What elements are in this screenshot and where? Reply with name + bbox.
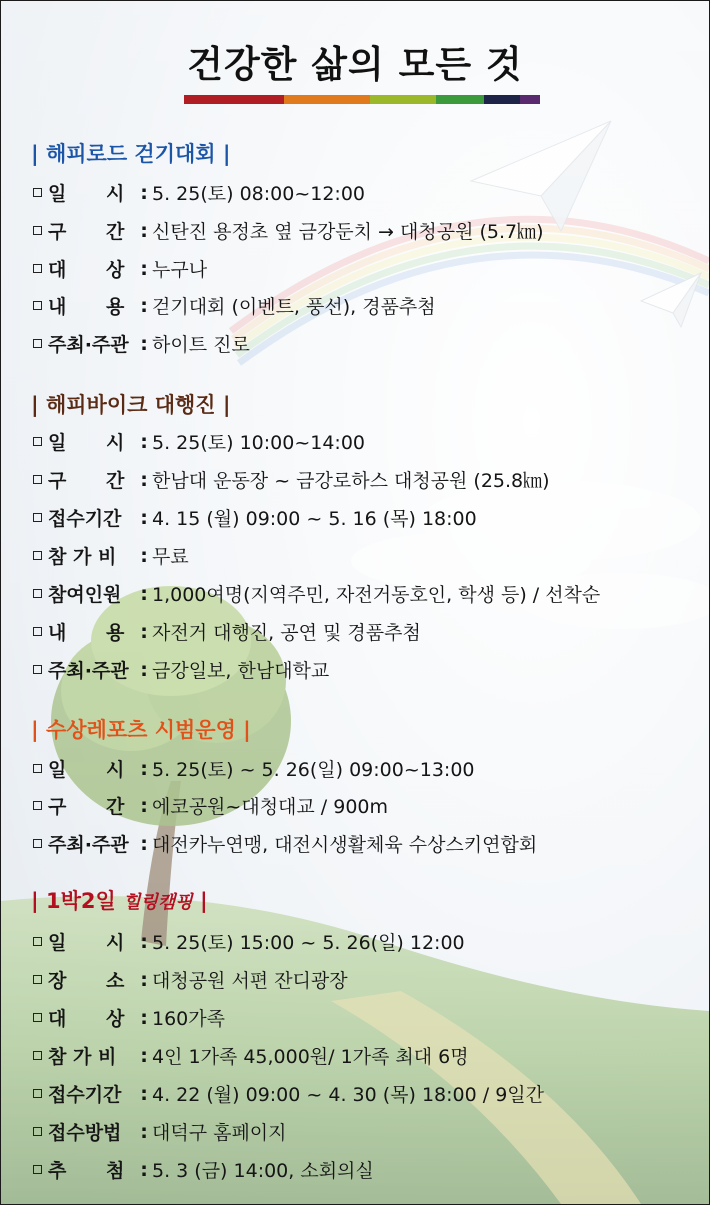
item-label: 참여인원 [48,584,122,606]
item-label: 접수방법 [48,1122,122,1144]
divider-segment [520,95,540,104]
item-label: 접수기간 [48,1084,122,1106]
item-label: 일 시 [48,183,125,205]
list-item: 참여인원 : 1,000여명(지역주민, 자전거동호인, 학생 등) / 선착순 [33,580,600,607]
divider-segment [484,95,520,104]
item-value: 4. 22 (월) 09:00 ~ 4. 30 (목) 18:00 / 9일간 [152,1084,544,1106]
item-value: 5. 25(토) 15:00 ~ 5. 26(일) 12:00 [152,932,465,954]
item-label: 구 간 [48,470,125,492]
divider-segment [284,95,370,104]
list-item: 주최·주관 : 대전카누연맹, 대전시생활체육 수상스키연합회 [33,830,537,857]
item-value: 5. 25(토) ~ 5. 26(일) 09:00~13:00 [152,759,475,781]
item-value: 대덕구 홈페이지 [152,1122,287,1144]
item-label: 주최·주관 [48,334,129,356]
bullet-icon [33,226,42,235]
item-label: 일 시 [48,432,125,454]
bullet-icon [33,839,42,848]
list-item: 장 소 : 대청공원 서편 잔디광장 [33,966,348,993]
bullet-icon [33,301,42,310]
item-value: 하이트 진로 [152,334,250,356]
divider-segment [436,95,484,104]
list-item: 일 시 : 5. 25(토) 15:00 ~ 5. 26(일) 12:00 [33,928,465,955]
item-value: 자전거 대행진, 공연 및 경품추첨 [152,622,421,644]
bullet-icon [33,975,42,984]
list-item: 접수기간 : 4. 15 (월) 09:00 ~ 5. 16 (목) 18:00 [33,504,477,531]
item-value: 에코공원~대청대교 / 900m [152,796,389,818]
item-label: 주최·주관 [48,834,129,856]
item-value: 4. 15 (월) 09:00 ~ 5. 16 (목) 18:00 [152,508,477,530]
list-item: 일 시 : 5. 25(토) 08:00~12:00 [33,179,365,206]
bullet-icon [33,437,42,446]
bullet-icon [33,339,42,348]
bullet-icon [33,475,42,484]
bullet-icon [33,264,42,273]
divider-segment [370,95,436,104]
list-item: 일 시 : 5. 25(토) 10:00~14:00 [33,428,365,455]
item-label: 주최·주관 [48,660,129,682]
item-label: 장 소 [48,970,125,992]
list-item: 참 가 비 : 무료 [33,542,189,569]
section-title-script: 힐링캠핑 [123,892,193,913]
list-item: 구 간 : 에코공원~대청대교 / 900m [33,792,388,819]
item-label: 일 시 [48,759,125,781]
item-value: 대전카누연맹, 대전시생활체육 수상스키연합회 [152,834,538,856]
list-item: 추 첨 : 5. 3 (금) 14:00, 소회의실 [33,1156,374,1183]
list-item: 주최·주관 : 금강일보, 한남대학교 [33,656,329,683]
list-item: 내 용 : 자전거 대행진, 공연 및 경품추첨 [33,618,421,645]
item-label: 구 간 [48,221,125,243]
bullet-icon [33,1013,42,1022]
section-title-happy-bike: | 해피바이크 대행진 | [31,393,231,417]
item-label: 내 용 [48,296,125,318]
item-label: 대 상 [48,1008,125,1030]
page-title: 건강한 삶의 모든 것 [187,43,523,86]
section-title-water-sports: | 수상레포츠 시범운영 | [31,718,251,742]
bullet-icon [33,1127,42,1136]
item-value: 신탄진 용정초 옆 금강둔치 → 대청공원 (5.7㎞) [152,221,544,243]
list-item: 접수기간 : 4. 22 (월) 09:00 ~ 4. 30 (목) 18:00 / 9일간 [33,1080,544,1107]
bullet-icon [33,801,42,810]
item-value: 누구나 [152,259,208,281]
bullet-icon [33,627,42,636]
section-title-healing-camping [31,885,208,915]
item-value: 1,000여명(지역주민, 자전거동호인, 학생 등) / 선착순 [152,584,601,606]
list-item: 구 간 : 신탄진 용정초 옆 금강둔치 → 대청공원 (5.7㎞) [33,217,544,244]
item-label: 참 가 비 [48,546,117,568]
section-title-suffix: | [199,889,208,913]
item-value: 한남대 운동장 ~ 금강로하스 대청공원 (25.8㎞) [152,470,550,492]
list-item: 대 상 : 160가족 [33,1004,225,1031]
item-label: 참 가 비 [48,1046,117,1068]
divider-segment [184,95,284,104]
list-item: 주최·주관 : 하이트 진로 [33,330,250,357]
list-item: 내 용 : 걷기대회 (이벤트, 풍선), 경품추첨 [33,292,436,319]
item-value: 4인 1가족 45,000원/ 1가족 최대 6명 [152,1046,469,1068]
list-item: 참 가 비 : 4인 1가족 45,000원/ 1가족 최대 6명 [33,1042,469,1069]
item-label: 대 상 [48,259,125,281]
bullet-icon [33,1165,42,1174]
section-title-happy-road: | 해피로드 걷기대회 | [31,142,231,166]
item-label: 일 시 [48,932,125,954]
list-item: 대 상 : 누구나 [33,255,207,282]
item-value: 금강일보, 한남대학교 [152,660,330,682]
item-label: 내 용 [48,622,125,644]
rainbow-divider [184,95,540,104]
bullet-icon [33,1051,42,1060]
bullet-icon [33,1089,42,1098]
bullet-icon [33,764,42,773]
bullet-icon [33,589,42,598]
item-value: 5. 25(토) 10:00~14:00 [152,432,365,454]
item-value: 5. 25(토) 08:00~12:00 [152,183,365,205]
list-item: 접수방법 : 대덕구 홈페이지 [33,1118,287,1145]
item-value: 대청공원 서편 잔디광장 [152,970,348,992]
bullet-icon [33,188,42,197]
bullet-icon [33,665,42,674]
item-label: 구 간 [48,796,125,818]
item-label: 접수기간 [48,508,122,530]
item-value: 5. 3 (금) 14:00, 소회의실 [152,1160,374,1182]
bullet-icon [33,513,42,522]
list-item: 구 간 : 한남대 운동장 ~ 금강로하스 대청공원 (25.8㎞) [33,466,550,493]
section-title-prefix: | 1박2일 [31,889,116,913]
item-label: 추 첨 [48,1160,125,1182]
bullet-icon [33,937,42,946]
item-value: 160가족 [152,1008,225,1030]
item-value: 무료 [152,546,189,568]
bullet-icon [33,551,42,560]
list-item: 일 시 : 5. 25(토) ~ 5. 26(일) 09:00~13:00 [33,755,475,782]
item-value: 걷기대회 (이벤트, 풍선), 경품추첨 [152,296,436,318]
